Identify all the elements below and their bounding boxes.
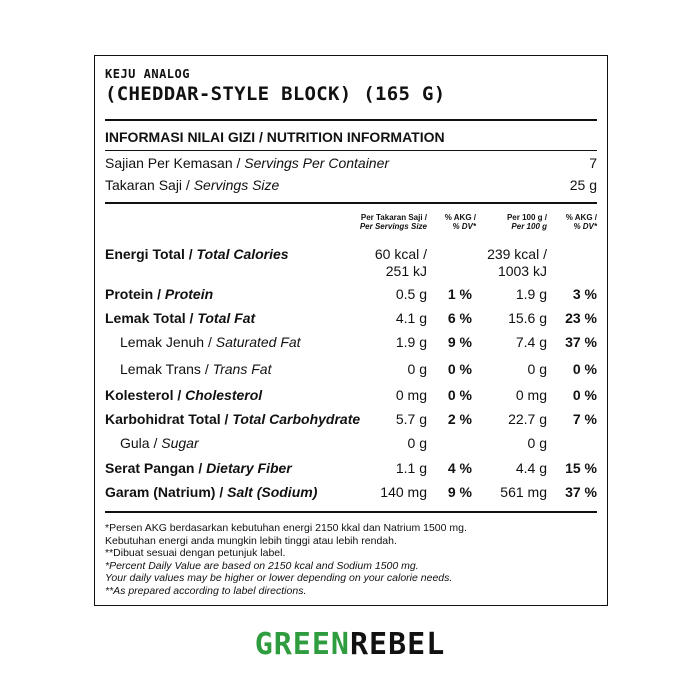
- footnote-en-1: *Percent Daily Value are based on 2150 kcal and Sodium 1500 mg.: [105, 559, 419, 572]
- per-serving-value: 0 g: [407, 435, 427, 451]
- nutrient-label: Lemak Jenuh / Saturated Fat: [120, 334, 301, 350]
- per-100g-value: 561 mg: [500, 484, 547, 500]
- per-serving-value: 1.9 g: [395, 334, 427, 350]
- col-head-dv-serving: % AKG / % DV*: [444, 213, 476, 231]
- dv-100g-value: 3 %: [572, 286, 597, 302]
- footnote-id-1: *Persen AKG berdasarkan kebutuhan energi 2150 kkal dan Natrium 1500 mg.: [105, 522, 467, 534]
- per-serving-value: 140 mg: [380, 484, 427, 500]
- footnote-en-3: **As prepared according to label directions.: [105, 584, 307, 597]
- footnotes: [105, 522, 467, 597]
- per-100g-value: 1.9 g: [515, 286, 547, 302]
- dv-100g-value: 37 %: [565, 484, 597, 500]
- dv-100g-value: 7 %: [572, 411, 597, 427]
- dv-serving-value: 1 %: [447, 286, 472, 302]
- per-serving-value: 4.1 g: [395, 310, 427, 326]
- nutrient-label: Kolesterol / Cholesterol: [105, 387, 263, 403]
- servings-per-container-label: Sajian Per Kemasan / Servings Per Container: [105, 155, 390, 171]
- brand-logo-green: GREEN: [254, 627, 350, 662]
- servings-per-container-row: [105, 155, 597, 171]
- nutrition-panel: [94, 55, 608, 606]
- per-100g-value: 7.4 g: [515, 334, 547, 350]
- per-serving-value: 0.5 g: [395, 286, 427, 302]
- dv-serving-value: 9 %: [447, 334, 472, 350]
- per-100g-value: 0 g: [527, 435, 547, 451]
- product-subtitle: KEJU ANALOG: [105, 67, 190, 81]
- nutrient-label: Gula / Sugar: [120, 435, 199, 451]
- per-100g-value: 15.6 g: [508, 310, 547, 326]
- divider-heading: [105, 150, 597, 151]
- col-head-dv-100: % AKG / % DV*: [565, 213, 597, 231]
- nutrient-label: Lemak Total / Total Fat: [105, 310, 256, 326]
- divider-top: [105, 119, 597, 121]
- dv-100g-value: 0 %: [572, 387, 597, 403]
- serving-size-row: [105, 177, 597, 193]
- dv-serving-value: 0 %: [447, 361, 472, 377]
- per-serving-value: 1.1 g: [395, 460, 427, 476]
- dv-serving-value: 2 %: [447, 411, 472, 427]
- dv-100g-value: 15 %: [565, 460, 597, 476]
- product-name: (CHEDDAR-STYLE BLOCK) (165 G): [105, 83, 446, 105]
- nutrient-label: Energi Total / Total Calories: [105, 246, 289, 262]
- per-serving-value: 5.7 g: [395, 411, 427, 427]
- per-serving-value: 60 kcal / 251 kJ: [374, 246, 427, 279]
- per-100g-value: 22.7 g: [508, 411, 547, 427]
- footnote-en-2: Your daily values may be higher or lower depending on your calorie needs.: [105, 572, 453, 584]
- nutrient-label: Garam (Natrium) / Salt (Sodium): [105, 484, 318, 500]
- dv-serving-value: 0 %: [447, 387, 472, 403]
- footnote-id-2: Kebutuhan energi anda mungkin lebih tinggi atau lebih rendah.: [105, 534, 397, 547]
- per-100g-value: 0 mg: [515, 387, 547, 403]
- nutrition-heading: INFORMASI NILAI GIZI / NUTRITION INFORMATION: [105, 129, 445, 145]
- nutrient-label: Karbohidrat Total / Total Carbohydrate: [105, 411, 361, 427]
- dv-serving-value: 4 %: [447, 460, 472, 476]
- footnote-id-3: **Dibuat sesuai dengan petunjuk label.: [105, 547, 286, 559]
- serving-size-value: 25 g: [569, 177, 597, 193]
- dv-100g-value: 0 %: [572, 361, 597, 377]
- dv-serving-value: 6 %: [447, 310, 472, 326]
- dv-serving-value: 9 %: [447, 484, 472, 500]
- brand-logo-black: REBEL: [350, 627, 446, 662]
- per-100g-value: 0 g: [527, 361, 547, 377]
- product-title: [105, 67, 445, 105]
- divider-servings: [105, 202, 597, 204]
- dv-100g-value: 37 %: [565, 334, 597, 350]
- brand-logo: [0, 627, 700, 662]
- col-head-per-serving: Per Takaran Saji / Per Servings Size: [359, 213, 427, 231]
- serving-size-label: Takaran Saji / Servings Size: [105, 177, 280, 193]
- per-serving-value: 0 mg: [395, 387, 427, 403]
- per-serving-value: 0 g: [407, 361, 427, 377]
- servings-per-container-value: 7: [589, 155, 597, 171]
- nutrient-label: Serat Pangan / Dietary Fiber: [105, 460, 292, 476]
- per-100g-value: 4.4 g: [515, 460, 547, 476]
- col-head-per-100: Per 100 g / Per 100 g: [506, 213, 547, 231]
- dv-100g-value: 23 %: [565, 310, 597, 326]
- nutrient-label: Protein / Protein: [105, 286, 214, 302]
- per-100g-value: 239 kcal / 1003 kJ: [487, 246, 547, 279]
- nutrient-label: Lemak Trans / Trans Fat: [120, 361, 272, 377]
- divider-footnotes: [105, 511, 597, 513]
